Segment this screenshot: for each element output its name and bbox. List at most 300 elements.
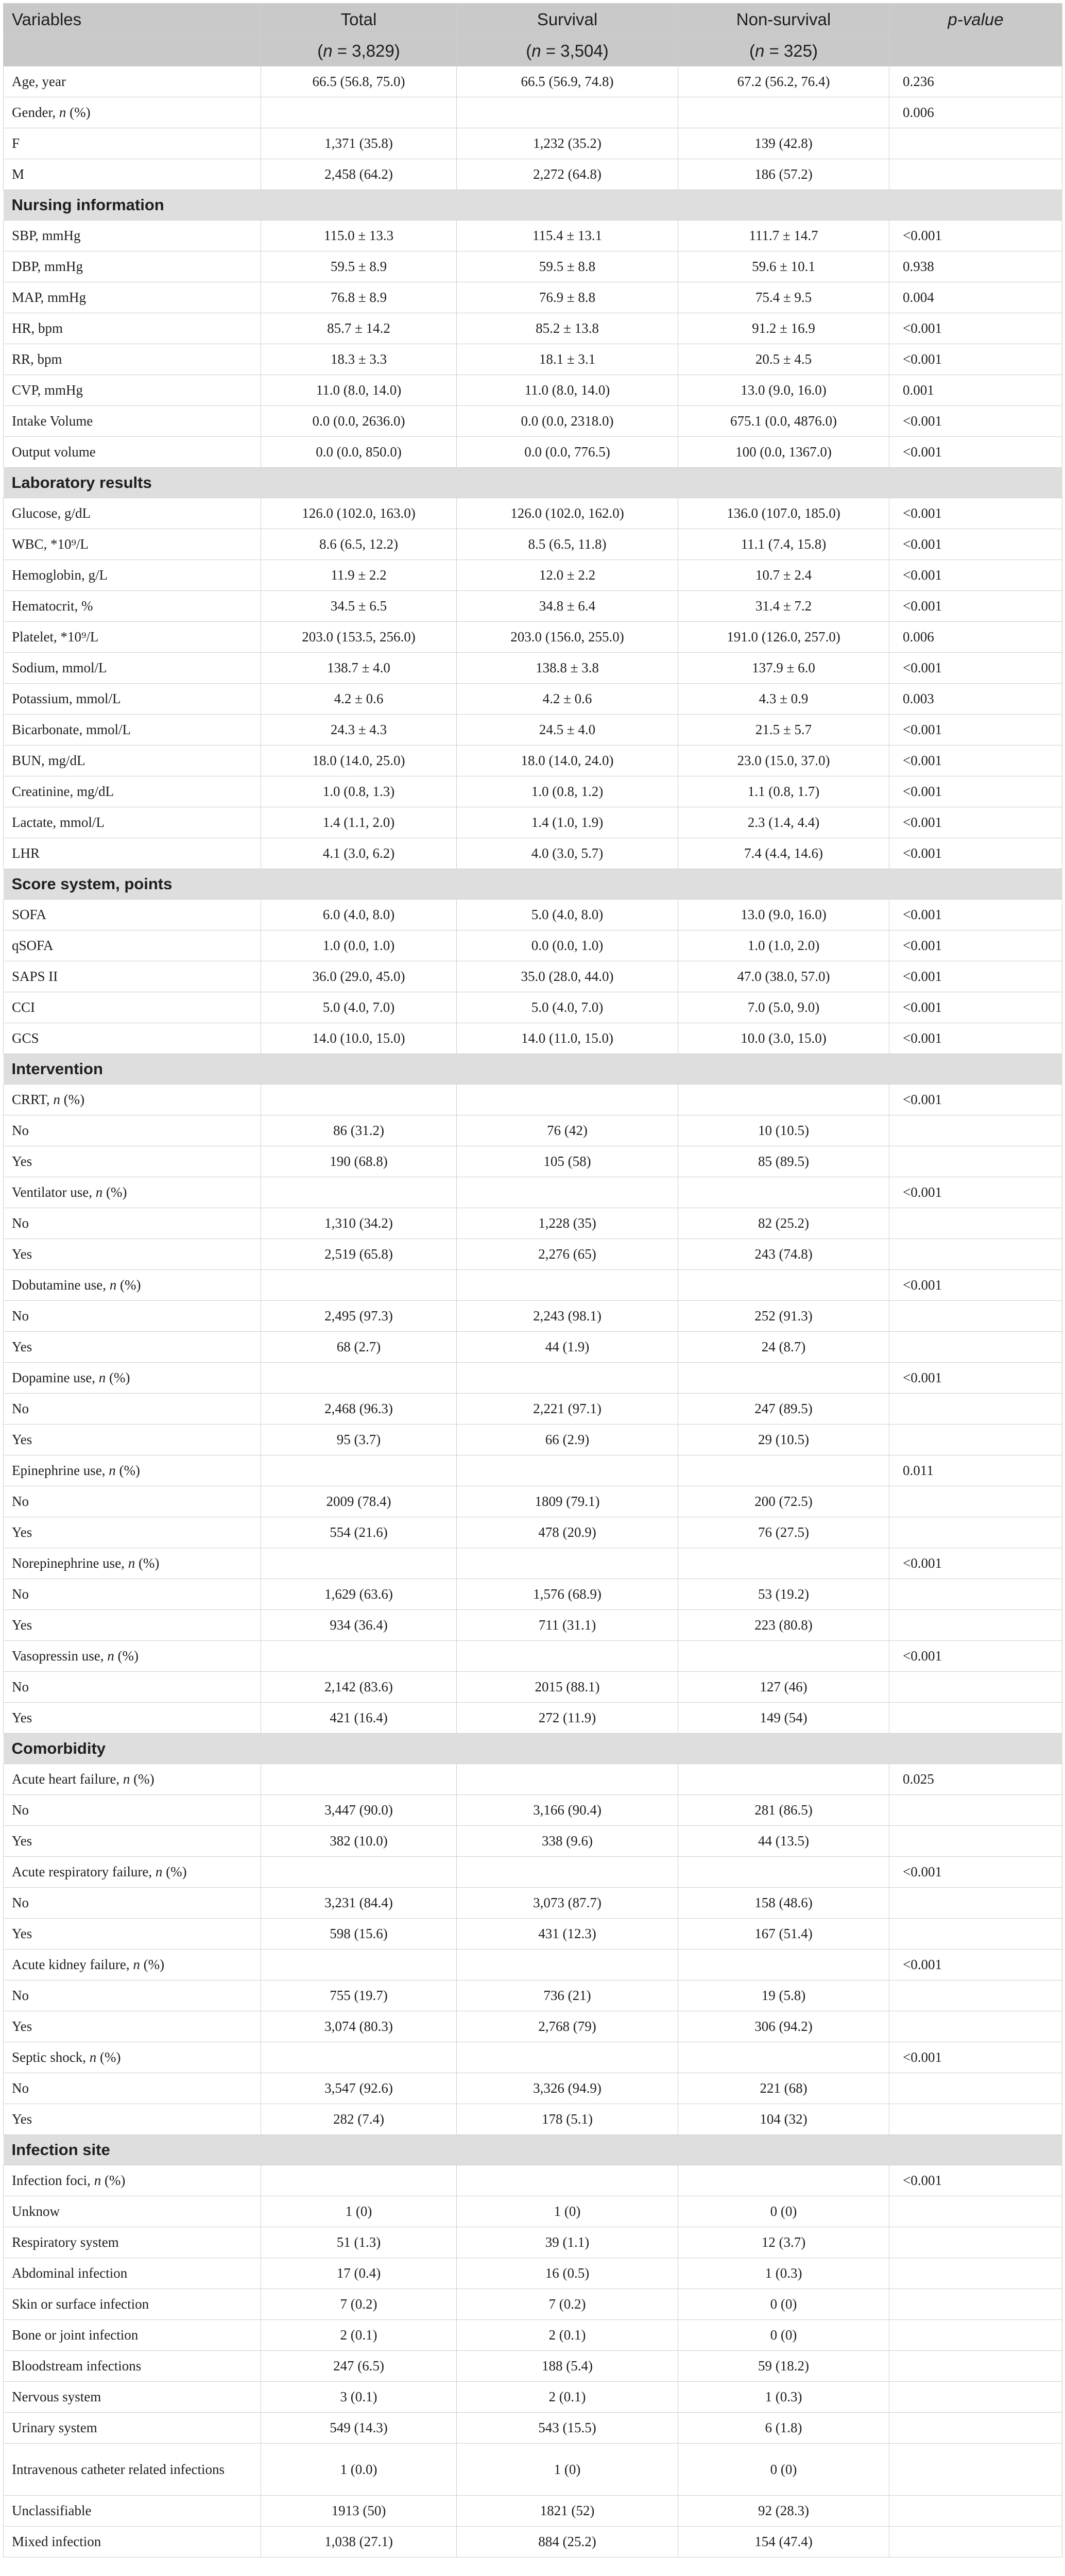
row-label: No [4, 1115, 261, 1146]
row-label: Skin or surface infection [4, 2289, 261, 2320]
total-cell: 24.3 ± 4.3 [261, 715, 457, 745]
nonsurvival-cell: 1.0 (1.0, 2.0) [678, 930, 889, 961]
section-row [4, 190, 1062, 221]
total-cell: 17 (0.4) [261, 2258, 457, 2289]
section-row [4, 869, 1062, 900]
total-cell [261, 1363, 457, 1394]
total-cell: 6.0 (4.0, 8.0) [261, 900, 457, 930]
total-cell: 8.6 (6.5, 12.2) [261, 529, 457, 560]
pvalue-cell [889, 1703, 1062, 1734]
table-row [4, 2258, 1062, 2289]
nonsurvival-cell: 21.5 ± 5.7 [678, 715, 889, 745]
pvalue-cell [889, 159, 1062, 190]
nonsurvival-cell: 281 (86.5) [678, 1795, 889, 1826]
total-cell [261, 2165, 457, 2196]
table-row [4, 1394, 1062, 1425]
survival-cell: 2015 (88.1) [457, 1672, 678, 1703]
survival-cell: 66 (2.9) [457, 1425, 678, 1455]
row-label: Intake Volume [4, 406, 261, 437]
total-cell: 1,038 (27.1) [261, 2527, 457, 2557]
nonsurvival-cell [678, 1764, 889, 1795]
table-row [4, 653, 1062, 684]
row-label: CRRT, n (%) [4, 1084, 261, 1115]
survival-cell: 884 (25.2) [457, 2527, 678, 2557]
nonsurvival-cell: 44 (13.5) [678, 1826, 889, 1857]
pvalue-cell: <0.001 [889, 437, 1062, 468]
nonsurvival-cell: 1 (0.3) [678, 2382, 889, 2413]
row-label: Ventilator use, n (%) [4, 1177, 261, 1208]
row-label: No [4, 2073, 261, 2104]
total-cell: 18.3 ± 3.3 [261, 344, 457, 375]
nonsurvival-cell: 200 (72.5) [678, 1486, 889, 1517]
survival-cell: 478 (20.9) [457, 1517, 678, 1548]
pvalue-cell: <0.001 [889, 961, 1062, 992]
nonsurvival-cell: 154 (47.4) [678, 2527, 889, 2557]
pvalue-cell: 0.025 [889, 1764, 1062, 1795]
total-cell: 2,495 (97.3) [261, 1301, 457, 1332]
nonsurvival-cell [678, 1857, 889, 1888]
row-label: BUN, mg/dL [4, 745, 261, 776]
table-row [4, 2320, 1062, 2351]
row-label: Yes [4, 1703, 261, 1734]
baseline-characteristics-table [3, 3, 1062, 2557]
nonsurvival-cell: 149 (54) [678, 1703, 889, 1734]
nonsurvival-cell: 223 (80.8) [678, 1610, 889, 1641]
total-cell: 1913 (50) [261, 2496, 457, 2527]
total-cell: 2,519 (65.8) [261, 1239, 457, 1270]
survival-cell: 24.5 ± 4.0 [457, 715, 678, 745]
nonsurvival-cell: 1.1 (0.8, 1.7) [678, 776, 889, 807]
pvalue-cell [889, 1486, 1062, 1517]
pvalue-cell: <0.001 [889, 344, 1062, 375]
pvalue-cell [889, 1826, 1062, 1857]
header-variables: Variables [4, 4, 261, 36]
table-row [4, 1703, 1062, 1734]
row-label: Yes [4, 2011, 261, 2042]
pvalue-cell: <0.001 [889, 992, 1062, 1023]
nonsurvival-cell: 158 (48.6) [678, 1888, 889, 1919]
table-row [4, 251, 1062, 282]
nonsurvival-cell: 10.0 (3.0, 15.0) [678, 1023, 889, 1054]
total-cell: 554 (21.6) [261, 1517, 457, 1548]
nonsurvival-cell [678, 1363, 889, 1394]
nonsurvival-cell: 82 (25.2) [678, 1208, 889, 1239]
row-label: SAPS II [4, 961, 261, 992]
row-label: Acute respiratory failure, n (%) [4, 1857, 261, 1888]
pvalue-cell: <0.001 [889, 745, 1062, 776]
table-row [4, 1146, 1062, 1177]
total-cell: 3,547 (92.6) [261, 2073, 457, 2104]
nonsurvival-cell: 20.5 ± 4.5 [678, 344, 889, 375]
pvalue-cell [889, 2320, 1062, 2351]
table-row [4, 1486, 1062, 1517]
table-row [4, 97, 1062, 128]
table-row [4, 715, 1062, 745]
nonsurvival-cell [678, 97, 889, 128]
pvalue-cell: <0.001 [889, 1023, 1062, 1054]
survival-cell: 76 (42) [457, 1115, 678, 1146]
pvalue-cell [889, 1980, 1062, 2011]
total-cell: 1,371 (35.8) [261, 128, 457, 159]
row-label: MAP, mmHg [4, 282, 261, 313]
section-title: Intervention [4, 1054, 1062, 1084]
table-row [4, 745, 1062, 776]
pvalue-cell [889, 1208, 1062, 1239]
total-cell: 76.8 ± 8.9 [261, 282, 457, 313]
pvalue-cell: 0.011 [889, 1455, 1062, 1486]
total-cell: 11.9 ± 2.2 [261, 560, 457, 591]
pvalue-cell: <0.001 [889, 560, 1062, 591]
table-row [4, 1888, 1062, 1919]
row-label: F [4, 128, 261, 159]
survival-cell: 2,243 (98.1) [457, 1301, 678, 1332]
nonsurvival-cell: 127 (46) [678, 1672, 889, 1703]
survival-cell [457, 1455, 678, 1486]
total-cell: 34.5 ± 6.5 [261, 591, 457, 622]
table-row [4, 2196, 1062, 2227]
row-label: LHR [4, 838, 261, 869]
total-cell: 138.7 ± 4.0 [261, 653, 457, 684]
table-row [4, 1084, 1062, 1115]
total-cell: 14.0 (10.0, 15.0) [261, 1023, 457, 1054]
table-row [4, 1115, 1062, 1146]
nonsurvival-cell [678, 1641, 889, 1672]
nonsurvival-cell: 675.1 (0.0, 4876.0) [678, 406, 889, 437]
pvalue-cell [889, 2289, 1062, 2320]
survival-cell: 1 (0) [457, 2444, 678, 2496]
total-cell: 1.0 (0.0, 1.0) [261, 930, 457, 961]
row-label: Abdominal infection [4, 2258, 261, 2289]
pvalue-cell [889, 2073, 1062, 2104]
row-label: CVP, mmHg [4, 375, 261, 406]
nonsurvival-cell: 31.4 ± 7.2 [678, 591, 889, 622]
table-row [4, 1857, 1062, 1888]
row-label: Bone or joint infection [4, 2320, 261, 2351]
table-row [4, 344, 1062, 375]
pvalue-cell: <0.001 [889, 2042, 1062, 2073]
nonsurvival-cell: 186 (57.2) [678, 159, 889, 190]
row-label: Yes [4, 1146, 261, 1177]
survival-cell: 5.0 (4.0, 7.0) [457, 992, 678, 1023]
nonsurvival-cell: 191.0 (126.0, 257.0) [678, 622, 889, 653]
table-row [4, 2073, 1062, 2104]
pvalue-cell [889, 2413, 1062, 2444]
nonsurvival-cell [678, 2165, 889, 2196]
pvalue-cell [889, 1919, 1062, 1950]
table-row [4, 1764, 1062, 1795]
survival-cell: 1.4 (1.0, 1.9) [457, 807, 678, 838]
nonsurvival-cell: 104 (32) [678, 2104, 889, 2135]
survival-cell: 1 (0) [457, 2196, 678, 2227]
pvalue-cell [889, 1610, 1062, 1641]
table-row [4, 992, 1062, 1023]
survival-cell: 7 (0.2) [457, 2289, 678, 2320]
survival-cell: 5.0 (4.0, 8.0) [457, 900, 678, 930]
survival-cell: 35.0 (28.0, 44.0) [457, 961, 678, 992]
table-row [4, 2289, 1062, 2320]
table-row [4, 807, 1062, 838]
table-row [4, 375, 1062, 406]
survival-cell [457, 2165, 678, 2196]
row-label: Bicarbonate, mmol/L [4, 715, 261, 745]
header-nonsurvival-n: (n = 325) [678, 36, 889, 66]
row-label: No [4, 1795, 261, 1826]
nonsurvival-cell: 23.0 (15.0, 37.0) [678, 745, 889, 776]
survival-cell: 1,576 (68.9) [457, 1579, 678, 1610]
row-label: No [4, 1980, 261, 2011]
total-cell: 59.5 ± 8.9 [261, 251, 457, 282]
survival-cell [457, 1641, 678, 1672]
total-cell: 18.0 (14.0, 25.0) [261, 745, 457, 776]
table-row [4, 1919, 1062, 1950]
total-cell [261, 1270, 457, 1301]
total-cell [261, 1084, 457, 1115]
survival-cell: 85.2 ± 13.8 [457, 313, 678, 344]
total-cell: 1,629 (63.6) [261, 1579, 457, 1610]
nonsurvival-cell: 59.6 ± 10.1 [678, 251, 889, 282]
table-row [4, 1579, 1062, 1610]
pvalue-cell: <0.001 [889, 406, 1062, 437]
row-label: Acute heart failure, n (%) [4, 1764, 261, 1795]
total-cell [261, 1548, 457, 1579]
total-cell: 1,310 (34.2) [261, 1208, 457, 1239]
survival-cell: 126.0 (102.0, 162.0) [457, 498, 678, 529]
total-cell: 7 (0.2) [261, 2289, 457, 2320]
row-label: Nervous system [4, 2382, 261, 2413]
survival-cell: 272 (11.9) [457, 1703, 678, 1734]
total-cell [261, 2042, 457, 2073]
nonsurvival-cell: 10.7 ± 2.4 [678, 560, 889, 591]
row-label: Infection foci, n (%) [4, 2165, 261, 2196]
total-cell: 934 (36.4) [261, 1610, 457, 1641]
row-label: Norepinephrine use, n (%) [4, 1548, 261, 1579]
table-row [4, 776, 1062, 807]
section-row [4, 1734, 1062, 1764]
table-row [4, 930, 1062, 961]
nonsurvival-cell: 243 (74.8) [678, 1239, 889, 1270]
row-label: CCI [4, 992, 261, 1023]
survival-cell: 1821 (52) [457, 2496, 678, 2527]
nonsurvival-cell: 136.0 (107.0, 185.0) [678, 498, 889, 529]
nonsurvival-cell: 7.4 (4.4, 14.6) [678, 838, 889, 869]
total-cell [261, 1641, 457, 1672]
pvalue-cell: <0.001 [889, 1857, 1062, 1888]
nonsurvival-cell: 75.4 ± 9.5 [678, 282, 889, 313]
table-row [4, 406, 1062, 437]
pvalue-cell: 0.004 [889, 282, 1062, 313]
pvalue-cell: <0.001 [889, 776, 1062, 807]
row-label: No [4, 1208, 261, 1239]
nonsurvival-cell [678, 1950, 889, 1980]
table-row [4, 2104, 1062, 2135]
pvalue-cell: <0.001 [889, 715, 1062, 745]
table-header [4, 4, 1062, 66]
pvalue-cell: <0.001 [889, 1270, 1062, 1301]
total-cell: 598 (15.6) [261, 1919, 457, 1950]
row-label: No [4, 1672, 261, 1703]
nonsurvival-cell: 306 (94.2) [678, 2011, 889, 2042]
row-label: No [4, 1486, 261, 1517]
pvalue-cell: <0.001 [889, 1950, 1062, 1980]
pvalue-cell: <0.001 [889, 1641, 1062, 1672]
section-row [4, 468, 1062, 498]
header-pvalue-sub [889, 36, 1062, 66]
data-table [3, 3, 1062, 2557]
row-label: Dopamine use, n (%) [4, 1363, 261, 1394]
header-total: Total [261, 4, 457, 36]
survival-cell: 0.0 (0.0, 1.0) [457, 930, 678, 961]
nonsurvival-cell: 19 (5.8) [678, 1980, 889, 2011]
table-row [4, 1455, 1062, 1486]
survival-cell: 11.0 (8.0, 14.0) [457, 375, 678, 406]
survival-cell: 1809 (79.1) [457, 1486, 678, 1517]
total-cell [261, 1177, 457, 1208]
table-row [4, 1980, 1062, 2011]
nonsurvival-cell: 91.2 ± 16.9 [678, 313, 889, 344]
row-label: Yes [4, 2104, 261, 2135]
table-row [4, 2444, 1062, 2496]
table-row [4, 2165, 1062, 2196]
survival-cell [457, 1270, 678, 1301]
nonsurvival-cell [678, 1084, 889, 1115]
nonsurvival-cell: 111.7 ± 14.7 [678, 221, 889, 251]
section-title: Infection site [4, 2135, 1062, 2165]
nonsurvival-cell: 59 (18.2) [678, 2351, 889, 2382]
nonsurvival-cell: 85 (89.5) [678, 1146, 889, 1177]
pvalue-cell [889, 1332, 1062, 1363]
section-title: Nursing information [4, 190, 1062, 221]
survival-cell: 3,166 (90.4) [457, 1795, 678, 1826]
table-row [4, 838, 1062, 869]
pvalue-cell: 0.001 [889, 375, 1062, 406]
total-cell [261, 1857, 457, 1888]
row-label: Yes [4, 1610, 261, 1641]
table-row [4, 560, 1062, 591]
section-title: Laboratory results [4, 468, 1062, 498]
survival-cell: 2,768 (79) [457, 2011, 678, 2042]
total-cell: 126.0 (102.0, 163.0) [261, 498, 457, 529]
nonsurvival-cell: 221 (68) [678, 2073, 889, 2104]
row-label: HR, bpm [4, 313, 261, 344]
table-row [4, 1270, 1062, 1301]
total-cell: 3 (0.1) [261, 2382, 457, 2413]
survival-cell: 543 (15.5) [457, 2413, 678, 2444]
table-row [4, 591, 1062, 622]
section-title: Score system, points [4, 869, 1062, 900]
survival-cell: 2 (0.1) [457, 2382, 678, 2413]
table-row [4, 529, 1062, 560]
total-cell: 421 (16.4) [261, 1703, 457, 1734]
table-row [4, 2227, 1062, 2258]
table-row [4, 498, 1062, 529]
survival-cell: 34.8 ± 6.4 [457, 591, 678, 622]
row-label: Hemoglobin, g/L [4, 560, 261, 591]
row-label: Intravenous catheter related infections [4, 2444, 261, 2496]
survival-cell: 76.9 ± 8.8 [457, 282, 678, 313]
survival-cell: 0.0 (0.0, 776.5) [457, 437, 678, 468]
pvalue-cell: 0.236 [889, 66, 1062, 97]
row-label: SBP, mmHg [4, 221, 261, 251]
pvalue-cell [889, 2258, 1062, 2289]
survival-cell: 3,073 (87.7) [457, 1888, 678, 1919]
nonsurvival-cell: 0 (0) [678, 2444, 889, 2496]
total-cell: 1 (0.0) [261, 2444, 457, 2496]
survival-cell: 188 (5.4) [457, 2351, 678, 2382]
nonsurvival-cell: 4.3 ± 0.9 [678, 684, 889, 715]
row-label: Yes [4, 1332, 261, 1363]
table-row [4, 900, 1062, 930]
table-body [4, 66, 1062, 2557]
table-row [4, 1641, 1062, 1672]
survival-cell [457, 2042, 678, 2073]
nonsurvival-cell: 100 (0.0, 1367.0) [678, 437, 889, 468]
row-label: Unclassifiable [4, 2496, 261, 2527]
pvalue-cell [889, 2104, 1062, 2135]
total-cell [261, 1455, 457, 1486]
table-row [4, 1177, 1062, 1208]
row-label: Yes [4, 1919, 261, 1950]
table-row [4, 2042, 1062, 2073]
nonsurvival-cell: 167 (51.4) [678, 1919, 889, 1950]
pvalue-cell [889, 1394, 1062, 1425]
row-label: No [4, 1888, 261, 1919]
nonsurvival-cell [678, 1548, 889, 1579]
survival-cell: 138.8 ± 3.8 [457, 653, 678, 684]
row-label: Yes [4, 1826, 261, 1857]
table-row [4, 159, 1062, 190]
row-label: Dobutamine use, n (%) [4, 1270, 261, 1301]
table-row [4, 1332, 1062, 1363]
pvalue-cell: <0.001 [889, 930, 1062, 961]
pvalue-cell: <0.001 [889, 653, 1062, 684]
pvalue-cell [889, 1888, 1062, 1919]
survival-cell: 3,326 (94.9) [457, 2073, 678, 2104]
total-cell: 51 (1.3) [261, 2227, 457, 2258]
total-cell: 282 (7.4) [261, 2104, 457, 2135]
survival-cell: 8.5 (6.5, 11.8) [457, 529, 678, 560]
row-label: WBC, *10⁹/L [4, 529, 261, 560]
nonsurvival-cell: 2.3 (1.4, 4.4) [678, 807, 889, 838]
section-row [4, 2135, 1062, 2165]
total-cell: 3,074 (80.3) [261, 2011, 457, 2042]
survival-cell [457, 1950, 678, 1980]
row-label: Yes [4, 1425, 261, 1455]
pvalue-cell [889, 1795, 1062, 1826]
survival-cell [457, 1084, 678, 1115]
table-row [4, 1023, 1062, 1054]
pvalue-cell: <0.001 [889, 1084, 1062, 1115]
pvalue-cell [889, 1239, 1062, 1270]
survival-cell [457, 1764, 678, 1795]
survival-cell: 12.0 ± 2.2 [457, 560, 678, 591]
pvalue-cell [889, 1425, 1062, 1455]
pvalue-cell [889, 2196, 1062, 2227]
survival-cell: 16 (0.5) [457, 2258, 678, 2289]
pvalue-cell [889, 1146, 1062, 1177]
nonsurvival-cell [678, 2042, 889, 2073]
nonsurvival-cell: 67.2 (56.2, 76.4) [678, 66, 889, 97]
survival-cell: 0.0 (0.0, 2318.0) [457, 406, 678, 437]
survival-cell: 44 (1.9) [457, 1332, 678, 1363]
survival-cell: 4.0 (3.0, 5.7) [457, 838, 678, 869]
row-label: M [4, 159, 261, 190]
row-label: RR, bpm [4, 344, 261, 375]
row-label: Hematocrit, % [4, 591, 261, 622]
total-cell: 549 (14.3) [261, 2413, 457, 2444]
pvalue-cell: 0.006 [889, 622, 1062, 653]
survival-cell: 105 (58) [457, 1146, 678, 1177]
pvalue-cell: <0.001 [889, 838, 1062, 869]
